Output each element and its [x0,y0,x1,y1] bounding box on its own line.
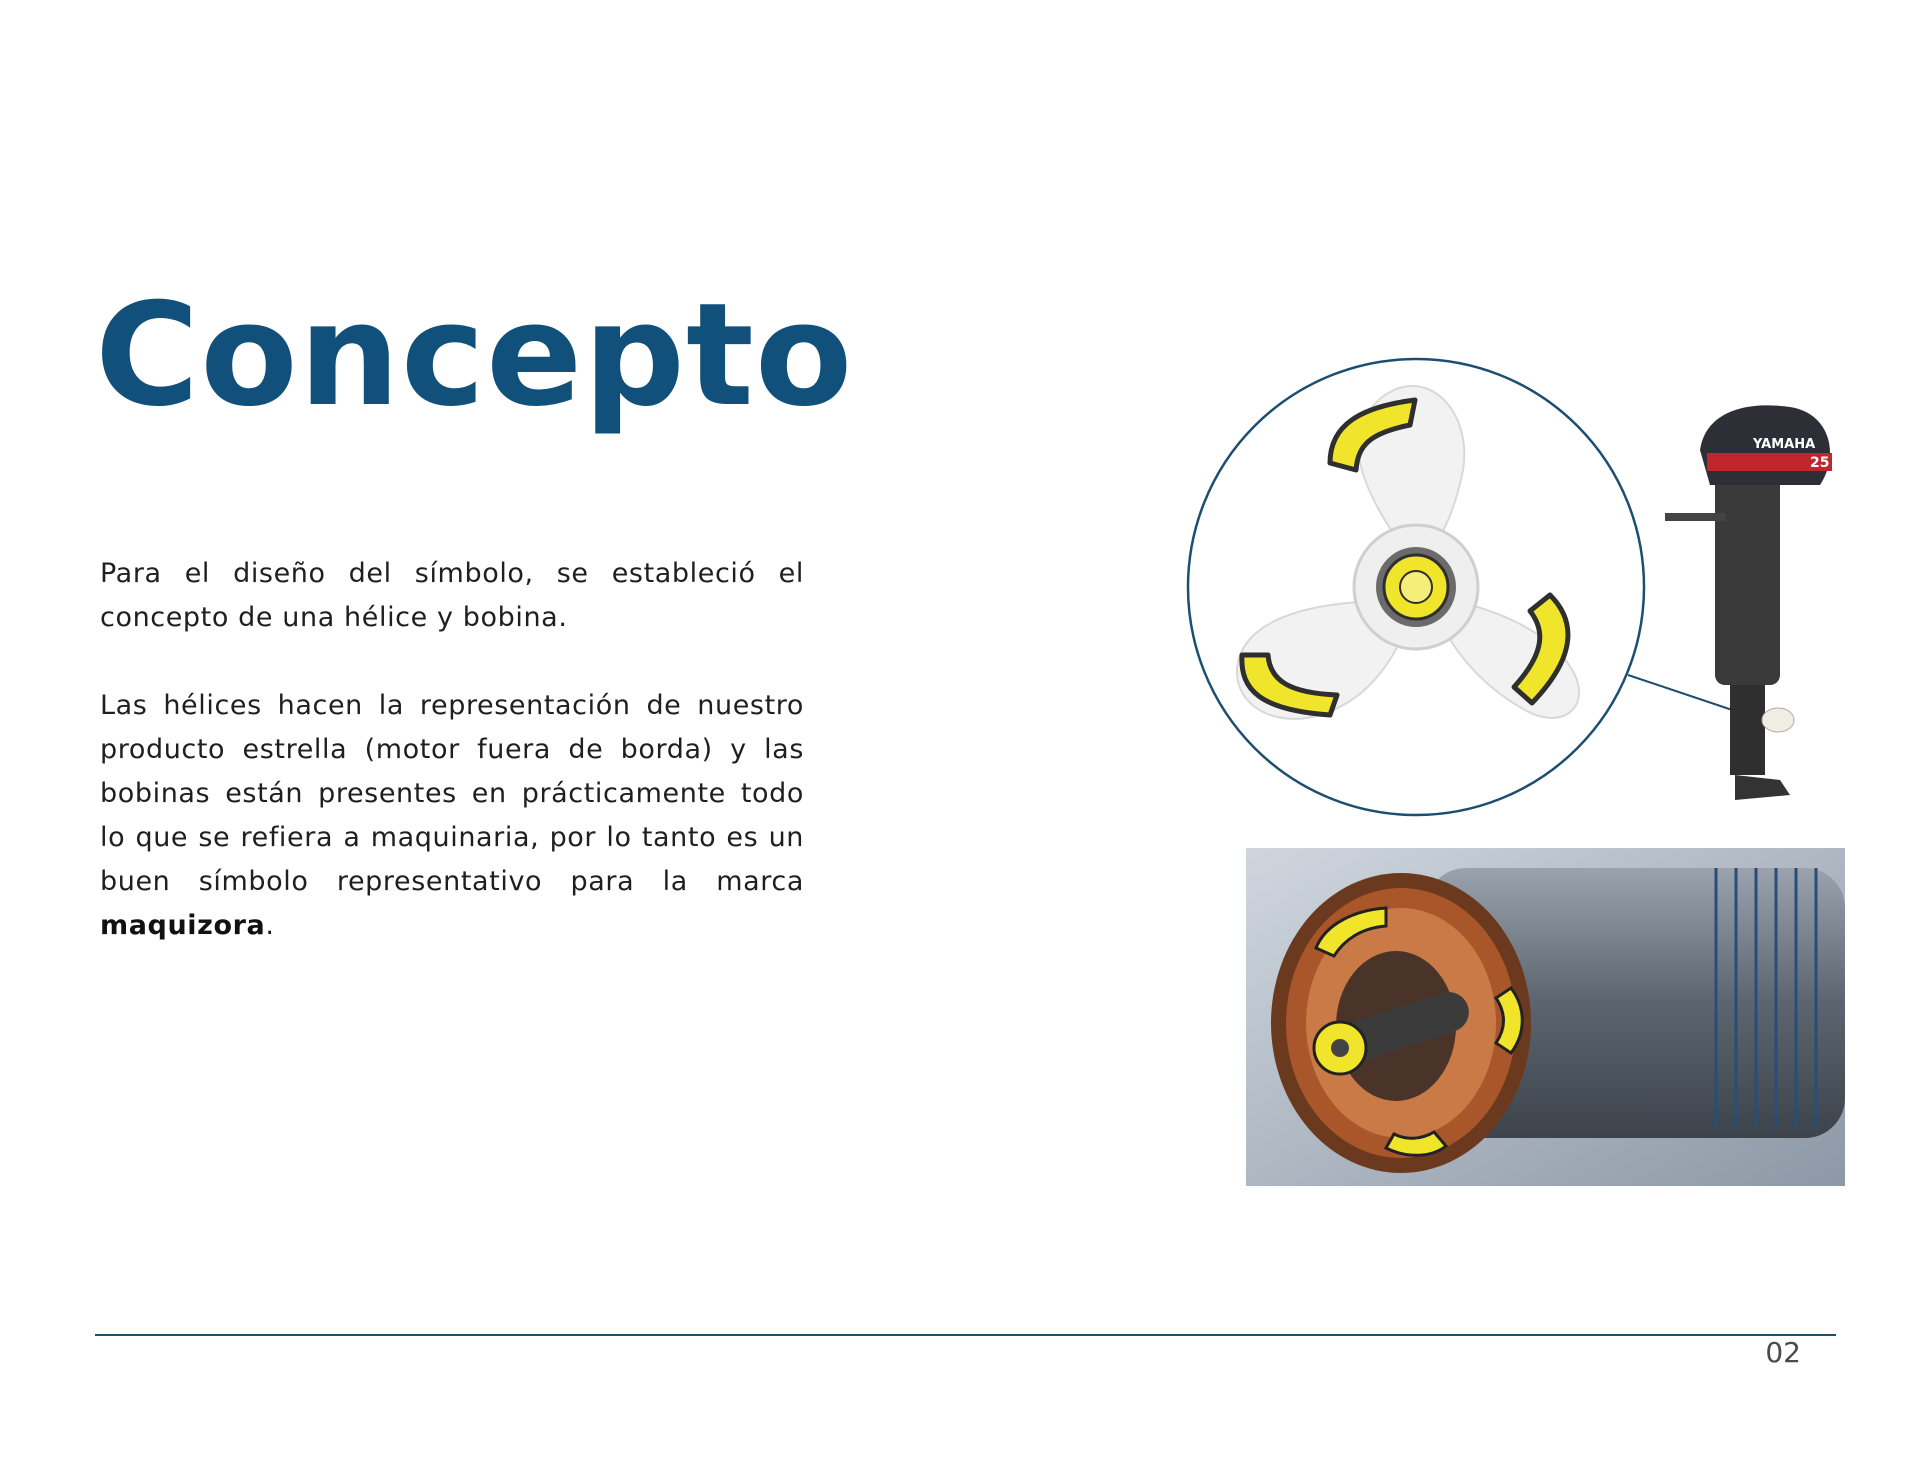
paragraph-intro: Para el diseño del símbolo, se estableció el concepto de una hélice y bobina. [100,558,804,633]
outboard-motor-icon [1665,405,1832,800]
coil-photo [1246,848,1845,1186]
paragraph-explanation [100,684,804,948]
brand-name: maquizora [100,910,266,941]
body-text [100,552,804,992]
motor-brand-label: YAMAHA [1753,437,1816,452]
page-number: 02 [1765,1336,1801,1369]
paragraph-end: . [265,910,275,941]
page-title: Concepto [95,273,854,438]
propeller-illustration [1180,355,1860,825]
motor-power-label: 25 [1810,455,1830,471]
paragraph-explanation-text: Las hélices hacen la representación de nuestro producto estrella (motor fuera de borda) y las bobinas están presentes en prácticamente todo lo que se refiera a maquinaria, por lo tanto es un buen símbolo representativo para la marca [100,690,804,897]
footer-divider [95,1334,1836,1336]
